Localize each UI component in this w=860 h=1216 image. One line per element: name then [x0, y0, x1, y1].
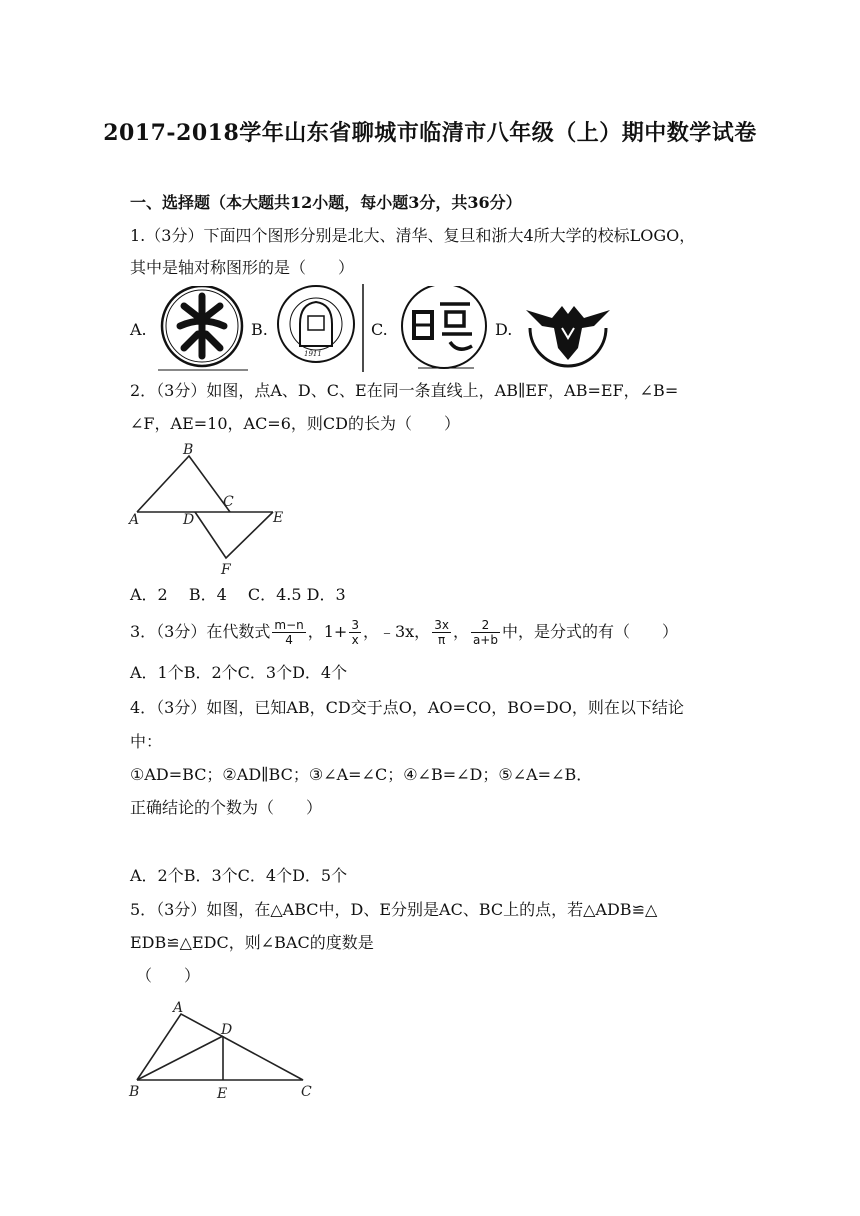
- q5-point-a: A: [173, 1000, 184, 1016]
- page-title: 2017-2018学年山东省聊城市临清市八年级（上）期中数学试卷: [103, 120, 757, 146]
- q2-triangle-figure: [125, 440, 295, 578]
- q3-options: A．1个B．2个C．3个D．4个: [130, 663, 348, 682]
- q2-point-b: B: [183, 442, 194, 458]
- logo-b-year: 1911: [304, 350, 322, 358]
- q2-options: A．2 B．4 C．4.5 D．3: [130, 585, 346, 604]
- q3-suffix: 中，是分式的有（ ）: [501, 622, 678, 641]
- q3-stem: 3．（3分）在代数式 $\frac{m-n}{4}$ ，1+ $\frac{3}{x}$ ，﹣3x， $\frac{3x}{\pi}$ ， $\frac{2}{a+b}$ 中，是分式的有（ ）: [130, 618, 678, 647]
- q1-option-c-label: C.: [371, 320, 388, 339]
- tsinghua-university-logo: [270, 284, 366, 372]
- q5-stem-line3: （ ）: [136, 966, 201, 985]
- fraction-m-minus-n-over-4: $\frac{m-n}{4}$: [274, 618, 304, 647]
- q5-stem-line1: 5．（3分）如图，在△ABC中，D、E分别是AC、BC上的点，若△ADB≌△: [130, 900, 658, 919]
- q2-stem-line1: 2．（3分）如图，点A、D、C、E在同一条直线上，AB∥EF，AB=EF，∠B=: [130, 381, 679, 400]
- q4-stem-line1: 4．（3分）如图，已知AB，CD交于点O，AO=CO，BO=DO，则在以下结论: [130, 698, 684, 717]
- q5-point-b: B: [129, 1084, 140, 1100]
- q5-stem-line2: EDB≌△EDC，则∠BAC的度数是: [130, 933, 374, 952]
- q2-stem-line2: ∠F，AE=10，AC=6，则CD的长为（ ）: [130, 414, 460, 433]
- q4-stem-line2: 中：: [130, 732, 163, 751]
- q1-stem-line2: 其中是轴对称图形的是（ ）: [130, 258, 355, 277]
- fudan-university-logo: [398, 286, 492, 372]
- q2-point-f: F: [221, 562, 231, 578]
- q1-option-d-label: D.: [495, 320, 513, 339]
- zhejiang-university-logo: [522, 288, 614, 370]
- q1-stem-line1: 1.（3分）下面四个图形分别是北大、清华、复旦和浙大4所大学的校标LOGO，: [130, 226, 696, 245]
- q2-point-e: E: [273, 510, 284, 526]
- q3-prefix: 3．（3分）在代数式: [130, 622, 271, 641]
- q2-point-d: D: [183, 512, 195, 528]
- peking-university-logo: [158, 286, 250, 372]
- q2-point-a: A: [129, 512, 140, 528]
- q1-option-b-label: B.: [251, 320, 268, 339]
- q2-point-c: C: [223, 494, 234, 510]
- q4-conclusions: ①AD=BC；②AD∥BC；③∠A=∠C；④∠B=∠D；⑤∠A=∠B．: [130, 765, 593, 784]
- fraction-2-over-a-plus-b: $\frac{2}{a+b}$: [472, 618, 498, 647]
- fraction-3-over-x: $\frac{3}{x}$: [351, 618, 359, 647]
- fraction-3x-over-pi: $\frac{3x}{\pi}$: [434, 618, 449, 647]
- q4-stem-line4: 正确结论的个数为（ ）: [130, 798, 323, 817]
- q1-option-a-label: A.: [130, 320, 147, 339]
- q4-options: A．2个B．3个C．4个D．5个: [130, 866, 348, 885]
- q5-point-e: E: [217, 1086, 228, 1102]
- q5-point-c: C: [301, 1084, 312, 1100]
- section-heading: 一、选择题（本大题共12小题，每小题3分，共36分）: [130, 193, 522, 212]
- q5-triangle-figure: [125, 996, 325, 1104]
- q5-point-d: D: [221, 1022, 233, 1038]
